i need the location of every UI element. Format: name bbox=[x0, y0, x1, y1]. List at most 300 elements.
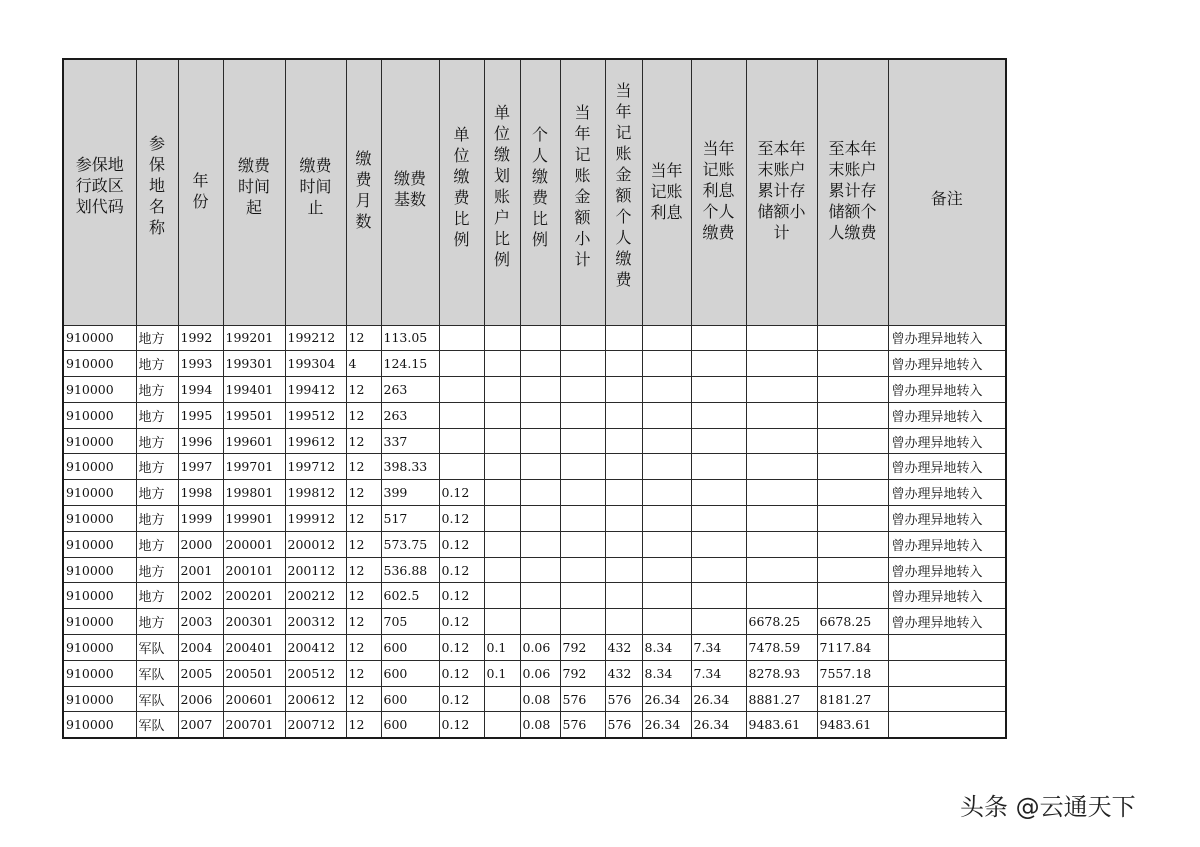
cell-employer-rate bbox=[439, 351, 484, 377]
cell-region-code: 910000 bbox=[63, 402, 136, 428]
table-row bbox=[63, 660, 1006, 686]
cell-months: 12 bbox=[346, 377, 381, 403]
cell-personal-rate bbox=[520, 609, 560, 635]
cell-region-name: 军队 bbox=[136, 635, 178, 661]
cell-balance-personal bbox=[817, 428, 888, 454]
cell-balance-personal bbox=[817, 557, 888, 583]
cell-region-code: 910000 bbox=[63, 557, 136, 583]
cell-base: 600 bbox=[381, 635, 439, 661]
cell-months: 12 bbox=[346, 506, 381, 532]
cell-interest: 8.34 bbox=[642, 660, 691, 686]
cell-end-month: 199212 bbox=[285, 325, 346, 351]
cell-end-month: 200312 bbox=[285, 609, 346, 635]
cell-months: 12 bbox=[346, 428, 381, 454]
cell-end-month: 200612 bbox=[285, 686, 346, 712]
cell-credited-personal bbox=[605, 506, 642, 532]
table-row bbox=[63, 635, 1006, 661]
cell-employer-rate: 0.12 bbox=[439, 480, 484, 506]
cell-balance-subtotal bbox=[746, 351, 817, 377]
cell-credited-personal bbox=[605, 531, 642, 557]
cell-region-code: 910000 bbox=[63, 712, 136, 738]
cell-employer-rate: 0.12 bbox=[439, 609, 484, 635]
cell-region-name: 地方 bbox=[136, 531, 178, 557]
cell-remarks: 曾办理异地转入 bbox=[888, 351, 1006, 377]
cell-personal-rate: 0.06 bbox=[520, 660, 560, 686]
cell-year: 2007 bbox=[178, 712, 223, 738]
cell-balance-subtotal: 7478.59 bbox=[746, 635, 817, 661]
cell-balance-personal: 8181.27 bbox=[817, 686, 888, 712]
cell-start-month: 199301 bbox=[223, 351, 285, 377]
cell-start-month: 200401 bbox=[223, 635, 285, 661]
cell-credited-subtotal bbox=[560, 402, 605, 428]
cell-region-code: 910000 bbox=[63, 609, 136, 635]
table-row bbox=[63, 428, 1006, 454]
cell-interest bbox=[642, 531, 691, 557]
cell-balance-personal: 7557.18 bbox=[817, 660, 888, 686]
cell-region-name: 地方 bbox=[136, 325, 178, 351]
cell-remarks: 曾办理异地转入 bbox=[888, 583, 1006, 609]
cell-interest-personal bbox=[691, 480, 746, 506]
table-row bbox=[63, 377, 1006, 403]
cell-end-month: 200012 bbox=[285, 531, 346, 557]
cell-credited-subtotal bbox=[560, 557, 605, 583]
table-row bbox=[63, 609, 1006, 635]
cell-interest: 26.34 bbox=[642, 712, 691, 738]
cell-year: 1992 bbox=[178, 325, 223, 351]
cell-interest bbox=[642, 428, 691, 454]
cell-start-month: 200601 bbox=[223, 686, 285, 712]
col-header-employer-rate: 单 位 缴 费 比 例 bbox=[439, 59, 484, 325]
cell-remarks bbox=[888, 686, 1006, 712]
cell-credited-personal bbox=[605, 402, 642, 428]
cell-interest-personal bbox=[691, 377, 746, 403]
cell-credited-personal bbox=[605, 325, 642, 351]
cell-balance-personal bbox=[817, 454, 888, 480]
col-header-personal-rate: 个 人 缴 费 比 例 bbox=[520, 59, 560, 325]
cell-end-month: 200412 bbox=[285, 635, 346, 661]
table-row bbox=[63, 557, 1006, 583]
cell-interest-personal bbox=[691, 506, 746, 532]
cell-region-name: 军队 bbox=[136, 660, 178, 686]
cell-end-month: 200712 bbox=[285, 712, 346, 738]
cell-credited-personal: 576 bbox=[605, 686, 642, 712]
cell-year: 2003 bbox=[178, 609, 223, 635]
cell-base: 263 bbox=[381, 377, 439, 403]
cell-balance-subtotal bbox=[746, 557, 817, 583]
cell-end-month: 199612 bbox=[285, 428, 346, 454]
cell-balance-personal bbox=[817, 531, 888, 557]
cell-start-month: 199201 bbox=[223, 325, 285, 351]
cell-region-code: 910000 bbox=[63, 454, 136, 480]
cell-end-month: 199912 bbox=[285, 506, 346, 532]
cell-end-month: 199412 bbox=[285, 377, 346, 403]
cell-region-code: 910000 bbox=[63, 377, 136, 403]
cell-interest-personal bbox=[691, 454, 746, 480]
cell-region-name: 军队 bbox=[136, 712, 178, 738]
cell-base: 536.88 bbox=[381, 557, 439, 583]
cell-employer-account-rate bbox=[484, 506, 520, 532]
cell-months: 12 bbox=[346, 660, 381, 686]
cell-base: 517 bbox=[381, 506, 439, 532]
cell-interest-personal: 26.34 bbox=[691, 686, 746, 712]
cell-start-month: 199601 bbox=[223, 428, 285, 454]
cell-credited-subtotal bbox=[560, 377, 605, 403]
cell-months: 12 bbox=[346, 454, 381, 480]
cell-employer-account-rate bbox=[484, 686, 520, 712]
cell-employer-account-rate: 0.1 bbox=[484, 635, 520, 661]
cell-base: 124.15 bbox=[381, 351, 439, 377]
cell-base: 399 bbox=[381, 480, 439, 506]
cell-region-name: 地方 bbox=[136, 377, 178, 403]
cell-months: 12 bbox=[346, 609, 381, 635]
cell-base: 600 bbox=[381, 686, 439, 712]
cell-personal-rate bbox=[520, 454, 560, 480]
table-row bbox=[63, 531, 1006, 557]
cell-interest bbox=[642, 506, 691, 532]
cell-base: 600 bbox=[381, 712, 439, 738]
cell-months: 12 bbox=[346, 402, 381, 428]
cell-remarks: 曾办理异地转入 bbox=[888, 428, 1006, 454]
cell-employer-account-rate bbox=[484, 428, 520, 454]
cell-year: 1996 bbox=[178, 428, 223, 454]
cell-personal-rate bbox=[520, 583, 560, 609]
cell-start-month: 199801 bbox=[223, 480, 285, 506]
cell-start-month: 199901 bbox=[223, 506, 285, 532]
cell-employer-account-rate bbox=[484, 583, 520, 609]
col-header-interest: 当年 记账 利息 bbox=[642, 59, 691, 325]
cell-employer-account-rate bbox=[484, 325, 520, 351]
cell-interest-personal: 26.34 bbox=[691, 712, 746, 738]
cell-employer-rate bbox=[439, 454, 484, 480]
cell-year: 1994 bbox=[178, 377, 223, 403]
cell-year: 1998 bbox=[178, 480, 223, 506]
cell-interest-personal bbox=[691, 325, 746, 351]
table-row bbox=[63, 686, 1006, 712]
cell-base: 705 bbox=[381, 609, 439, 635]
cell-balance-subtotal bbox=[746, 402, 817, 428]
col-header-end-month: 缴费 时间 止 bbox=[285, 59, 346, 325]
cell-start-month: 199501 bbox=[223, 402, 285, 428]
cell-credited-subtotal bbox=[560, 583, 605, 609]
cell-personal-rate: 0.08 bbox=[520, 686, 560, 712]
cell-personal-rate bbox=[520, 428, 560, 454]
cell-interest-personal bbox=[691, 531, 746, 557]
cell-year: 2004 bbox=[178, 635, 223, 661]
cell-remarks: 曾办理异地转入 bbox=[888, 531, 1006, 557]
cell-months: 12 bbox=[346, 531, 381, 557]
cell-base: 602.5 bbox=[381, 583, 439, 609]
col-header-employer-account-rate: 单 位 缴 划 账 户 比 例 bbox=[484, 59, 520, 325]
col-header-remarks: 备注 bbox=[888, 59, 1006, 325]
cell-credited-personal bbox=[605, 557, 642, 583]
cell-start-month: 200701 bbox=[223, 712, 285, 738]
cell-months: 12 bbox=[346, 686, 381, 712]
cell-balance-personal bbox=[817, 377, 888, 403]
cell-credited-subtotal bbox=[560, 351, 605, 377]
cell-start-month: 200201 bbox=[223, 583, 285, 609]
cell-personal-rate bbox=[520, 480, 560, 506]
cell-balance-subtotal: 8278.93 bbox=[746, 660, 817, 686]
cell-remarks bbox=[888, 635, 1006, 661]
cell-balance-subtotal: 9483.61 bbox=[746, 712, 817, 738]
col-header-region-code: 参保地 行政区 划代码 bbox=[63, 59, 136, 325]
cell-remarks: 曾办理异地转入 bbox=[888, 480, 1006, 506]
cell-balance-personal bbox=[817, 351, 888, 377]
cell-credited-personal bbox=[605, 480, 642, 506]
cell-interest-personal bbox=[691, 583, 746, 609]
cell-balance-subtotal bbox=[746, 480, 817, 506]
col-header-balance-subtotal: 至本年 末账户 累计存 储额小 计 bbox=[746, 59, 817, 325]
cell-year: 1995 bbox=[178, 402, 223, 428]
cell-credited-subtotal bbox=[560, 454, 605, 480]
cell-credited-subtotal: 576 bbox=[560, 712, 605, 738]
cell-employer-rate: 0.12 bbox=[439, 686, 484, 712]
cell-interest: 8.34 bbox=[642, 635, 691, 661]
cell-balance-personal bbox=[817, 583, 888, 609]
cell-interest: 26.34 bbox=[642, 686, 691, 712]
cell-start-month: 200301 bbox=[223, 609, 285, 635]
cell-interest-personal bbox=[691, 402, 746, 428]
cell-credited-subtotal bbox=[560, 480, 605, 506]
cell-remarks: 曾办理异地转入 bbox=[888, 557, 1006, 583]
cell-balance-subtotal bbox=[746, 377, 817, 403]
cell-employer-rate: 0.12 bbox=[439, 557, 484, 583]
cell-employer-account-rate bbox=[484, 531, 520, 557]
col-header-year: 年 份 bbox=[178, 59, 223, 325]
cell-employer-account-rate bbox=[484, 454, 520, 480]
cell-end-month: 200512 bbox=[285, 660, 346, 686]
cell-personal-rate: 0.08 bbox=[520, 712, 560, 738]
cell-interest-personal bbox=[691, 351, 746, 377]
cell-region-name: 军队 bbox=[136, 686, 178, 712]
table-row bbox=[63, 454, 1006, 480]
cell-region-code: 910000 bbox=[63, 506, 136, 532]
cell-credited-personal: 576 bbox=[605, 712, 642, 738]
cell-end-month: 199512 bbox=[285, 402, 346, 428]
cell-end-month: 199812 bbox=[285, 480, 346, 506]
cell-credited-subtotal: 792 bbox=[560, 635, 605, 661]
cell-interest bbox=[642, 377, 691, 403]
cell-balance-personal: 7117.84 bbox=[817, 635, 888, 661]
cell-interest bbox=[642, 480, 691, 506]
cell-start-month: 200501 bbox=[223, 660, 285, 686]
cell-remarks: 曾办理异地转入 bbox=[888, 506, 1006, 532]
cell-balance-personal: 6678.25 bbox=[817, 609, 888, 635]
cell-base: 573.75 bbox=[381, 531, 439, 557]
cell-months: 12 bbox=[346, 635, 381, 661]
cell-months: 4 bbox=[346, 351, 381, 377]
cell-credited-subtotal bbox=[560, 609, 605, 635]
cell-year: 2002 bbox=[178, 583, 223, 609]
cell-year: 1993 bbox=[178, 351, 223, 377]
table-row bbox=[63, 583, 1006, 609]
cell-employer-rate: 0.12 bbox=[439, 660, 484, 686]
cell-credited-personal bbox=[605, 351, 642, 377]
cell-base: 398.33 bbox=[381, 454, 439, 480]
cell-remarks: 曾办理异地转入 bbox=[888, 377, 1006, 403]
cell-personal-rate bbox=[520, 351, 560, 377]
cell-balance-subtotal bbox=[746, 325, 817, 351]
cell-region-name: 地方 bbox=[136, 557, 178, 583]
cell-interest bbox=[642, 402, 691, 428]
cell-employer-account-rate bbox=[484, 480, 520, 506]
col-header-months: 缴 费 月 数 bbox=[346, 59, 381, 325]
cell-months: 12 bbox=[346, 712, 381, 738]
cell-personal-rate bbox=[520, 557, 560, 583]
cell-personal-rate bbox=[520, 506, 560, 532]
cell-employer-account-rate bbox=[484, 712, 520, 738]
cell-employer-account-rate bbox=[484, 609, 520, 635]
cell-region-name: 地方 bbox=[136, 480, 178, 506]
cell-employer-rate bbox=[439, 402, 484, 428]
table-row bbox=[63, 325, 1006, 351]
cell-balance-subtotal: 6678.25 bbox=[746, 609, 817, 635]
cell-balance-subtotal bbox=[746, 428, 817, 454]
cell-balance-subtotal bbox=[746, 454, 817, 480]
cell-credited-subtotal bbox=[560, 531, 605, 557]
cell-employer-rate: 0.12 bbox=[439, 531, 484, 557]
cell-employer-rate: 0.12 bbox=[439, 506, 484, 532]
cell-year: 2001 bbox=[178, 557, 223, 583]
cell-remarks bbox=[888, 712, 1006, 738]
table-row bbox=[63, 506, 1006, 532]
cell-balance-personal bbox=[817, 506, 888, 532]
cell-credited-personal bbox=[605, 609, 642, 635]
cell-year: 2006 bbox=[178, 686, 223, 712]
cell-employer-rate: 0.12 bbox=[439, 712, 484, 738]
col-header-interest-personal: 当年 记账 利息 个人 缴费 bbox=[691, 59, 746, 325]
contribution-record-table bbox=[62, 58, 1007, 739]
col-header-credited-personal: 当 年 记 账 金 额 个 人 缴 费 bbox=[605, 59, 642, 325]
cell-balance-personal bbox=[817, 480, 888, 506]
cell-balance-subtotal: 8881.27 bbox=[746, 686, 817, 712]
cell-balance-subtotal bbox=[746, 531, 817, 557]
cell-employer-account-rate bbox=[484, 377, 520, 403]
cell-region-name: 地方 bbox=[136, 402, 178, 428]
table-row bbox=[63, 480, 1006, 506]
watermark: 头条 @云通天下 bbox=[960, 793, 1136, 821]
cell-employer-rate bbox=[439, 325, 484, 351]
cell-interest bbox=[642, 609, 691, 635]
col-header-base: 缴费 基数 bbox=[381, 59, 439, 325]
cell-interest bbox=[642, 454, 691, 480]
table-row bbox=[63, 351, 1006, 377]
cell-region-code: 910000 bbox=[63, 480, 136, 506]
col-header-credited-subtotal: 当 年 记 账 金 额 小 计 bbox=[560, 59, 605, 325]
cell-interest-personal bbox=[691, 428, 746, 454]
cell-balance-personal: 9483.61 bbox=[817, 712, 888, 738]
cell-personal-rate bbox=[520, 377, 560, 403]
header-row bbox=[63, 59, 1006, 325]
cell-credited-subtotal: 576 bbox=[560, 686, 605, 712]
cell-region-name: 地方 bbox=[136, 351, 178, 377]
cell-personal-rate: 0.06 bbox=[520, 635, 560, 661]
cell-region-code: 910000 bbox=[63, 583, 136, 609]
cell-interest-personal bbox=[691, 557, 746, 583]
cell-personal-rate bbox=[520, 531, 560, 557]
cell-start-month: 200001 bbox=[223, 531, 285, 557]
cell-region-name: 地方 bbox=[136, 609, 178, 635]
cell-employer-account-rate bbox=[484, 351, 520, 377]
cell-months: 12 bbox=[346, 557, 381, 583]
cell-region-code: 910000 bbox=[63, 351, 136, 377]
cell-months: 12 bbox=[346, 480, 381, 506]
cell-base: 600 bbox=[381, 660, 439, 686]
cell-remarks: 曾办理异地转入 bbox=[888, 325, 1006, 351]
table-row bbox=[63, 402, 1006, 428]
cell-end-month: 200112 bbox=[285, 557, 346, 583]
cell-interest bbox=[642, 325, 691, 351]
cell-region-name: 地方 bbox=[136, 506, 178, 532]
cell-balance-personal bbox=[817, 325, 888, 351]
cell-employer-rate bbox=[439, 428, 484, 454]
cell-credited-personal: 432 bbox=[605, 635, 642, 661]
cell-year: 1999 bbox=[178, 506, 223, 532]
cell-base: 337 bbox=[381, 428, 439, 454]
cell-employer-account-rate bbox=[484, 402, 520, 428]
cell-credited-subtotal: 792 bbox=[560, 660, 605, 686]
cell-region-code: 910000 bbox=[63, 428, 136, 454]
cell-interest-personal bbox=[691, 609, 746, 635]
cell-credited-personal bbox=[605, 454, 642, 480]
cell-base: 113.05 bbox=[381, 325, 439, 351]
col-header-region-name: 参 保 地 名 称 bbox=[136, 59, 178, 325]
cell-credited-personal bbox=[605, 583, 642, 609]
cell-employer-rate: 0.12 bbox=[439, 583, 484, 609]
cell-credited-personal: 432 bbox=[605, 660, 642, 686]
cell-interest bbox=[642, 351, 691, 377]
cell-credited-subtotal bbox=[560, 325, 605, 351]
cell-employer-rate: 0.12 bbox=[439, 635, 484, 661]
cell-interest bbox=[642, 557, 691, 583]
cell-interest-personal: 7.34 bbox=[691, 635, 746, 661]
cell-interest bbox=[642, 583, 691, 609]
cell-employer-rate bbox=[439, 377, 484, 403]
cell-balance-subtotal bbox=[746, 583, 817, 609]
cell-end-month: 199712 bbox=[285, 454, 346, 480]
cell-year: 2005 bbox=[178, 660, 223, 686]
cell-region-name: 地方 bbox=[136, 583, 178, 609]
cell-months: 12 bbox=[346, 583, 381, 609]
cell-end-month: 199304 bbox=[285, 351, 346, 377]
cell-personal-rate bbox=[520, 402, 560, 428]
cell-remarks: 曾办理异地转入 bbox=[888, 454, 1006, 480]
table-row bbox=[63, 712, 1006, 738]
cell-start-month: 199401 bbox=[223, 377, 285, 403]
cell-remarks: 曾办理异地转入 bbox=[888, 609, 1006, 635]
cell-months: 12 bbox=[346, 325, 381, 351]
cell-base: 263 bbox=[381, 402, 439, 428]
cell-region-code: 910000 bbox=[63, 325, 136, 351]
cell-region-code: 910000 bbox=[63, 660, 136, 686]
cell-employer-account-rate: 0.1 bbox=[484, 660, 520, 686]
cell-credited-subtotal bbox=[560, 428, 605, 454]
cell-credited-subtotal bbox=[560, 506, 605, 532]
cell-remarks bbox=[888, 660, 1006, 686]
cell-year: 1997 bbox=[178, 454, 223, 480]
cell-interest-personal: 7.34 bbox=[691, 660, 746, 686]
cell-remarks: 曾办理异地转入 bbox=[888, 402, 1006, 428]
cell-region-code: 910000 bbox=[63, 531, 136, 557]
cell-region-code: 910000 bbox=[63, 686, 136, 712]
col-header-start-month: 缴费 时间 起 bbox=[223, 59, 285, 325]
cell-end-month: 200212 bbox=[285, 583, 346, 609]
cell-balance-personal bbox=[817, 402, 888, 428]
cell-employer-account-rate bbox=[484, 557, 520, 583]
cell-personal-rate bbox=[520, 325, 560, 351]
cell-credited-personal bbox=[605, 428, 642, 454]
cell-balance-subtotal bbox=[746, 506, 817, 532]
